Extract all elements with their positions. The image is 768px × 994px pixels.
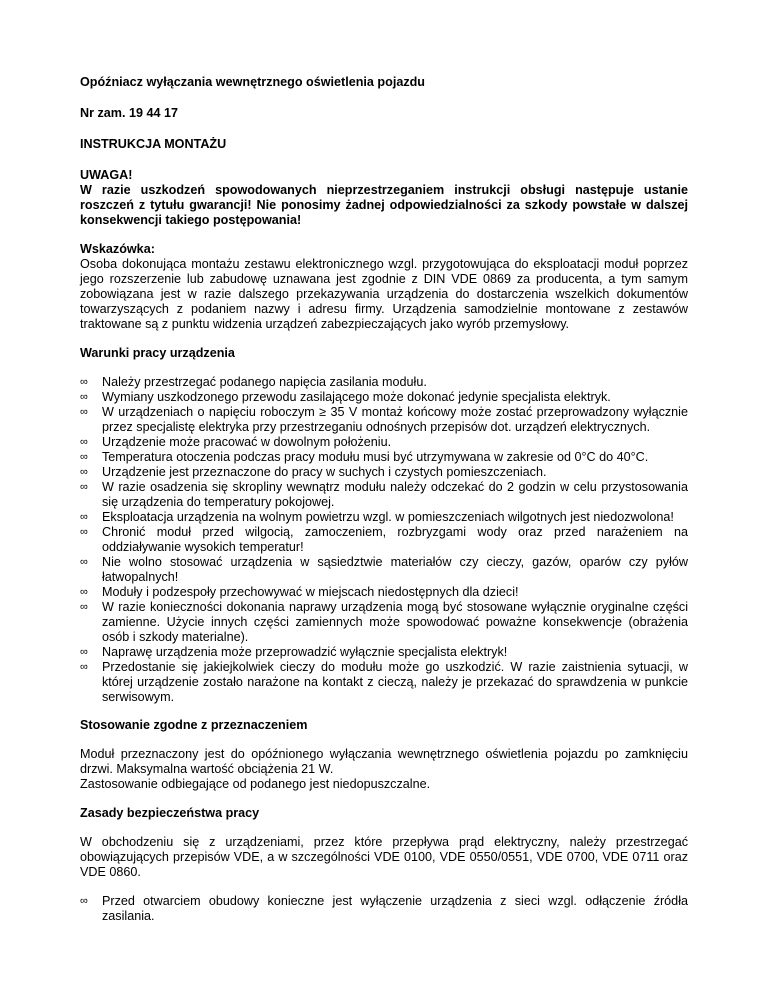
infinity-bullet-icon: ∞	[80, 556, 88, 568]
infinity-bullet-icon: ∞	[80, 646, 88, 658]
list-item	[80, 600, 688, 645]
list-item-text: Wymiany uszkodzonego przewodu zasilającego może dokonać jedynie specjalista elektryk.	[102, 390, 611, 404]
warning-heading: UWAGA!	[80, 168, 133, 182]
infinity-bullet-icon: ∞	[80, 481, 88, 493]
list-item-text: Należy przestrzegać podanego napięcia zasilania modułu.	[102, 375, 427, 389]
list-item	[80, 894, 688, 924]
list-item-text: Chronić moduł przed wilgocią, zamoczeniem, rozbryzgami wody oraz przed narażeniem na oddziaływanie wysokich temperatur!	[102, 525, 688, 554]
list-item	[80, 645, 688, 660]
list-item	[80, 450, 688, 465]
infinity-bullet-icon: ∞	[80, 436, 88, 448]
intended-use-heading: Stosowanie zgodne z przeznaczeniem	[80, 718, 308, 732]
list-item-text: Eksploatacja urządzenia na wolnym powietrzu wzgl. w pomieszczeniach wilgotnych jest niedozwolona!	[102, 510, 674, 524]
instruction-heading: INSTRUKCJA MONTAŻU	[80, 137, 227, 151]
list-item-text: Urządzenie może pracować w dowolnym położeniu.	[102, 435, 392, 449]
list-item	[80, 465, 688, 480]
list-item	[80, 480, 688, 510]
document-title: Opóźniacz wyłączania wewnętrznego oświetlenia pojazdu	[80, 75, 425, 89]
list-item	[80, 525, 688, 555]
list-item	[80, 510, 688, 525]
infinity-bullet-icon: ∞	[80, 466, 88, 478]
order-number: Nr zam. 19 44 17	[80, 106, 179, 120]
list-item	[80, 660, 688, 705]
list-item	[80, 435, 688, 450]
list-item	[80, 585, 688, 600]
list-item	[80, 405, 688, 435]
infinity-bullet-icon: ∞	[80, 451, 88, 463]
list-item-text: Przedostanie się jakiejkolwiek cieczy do modułu może go uszkodzić. W razie zaistnienia sytuacji, w której urządzenie zostało narażone na kontakt z cieczą, należy je przekazać do sprawdzenia w punkcie serwisowym.	[102, 660, 688, 704]
infinity-bullet-icon: ∞	[80, 511, 88, 523]
infinity-bullet-icon: ∞	[80, 586, 88, 598]
list-item-text: Naprawę urządzenia może przeprowadzić wyłącznie specjalista elektryk!	[102, 645, 508, 659]
hint-section	[80, 242, 688, 332]
safety-text: W obchodzeniu się z urządzeniami, przez które przepływa prąd elektryczny, należy przestrzegać obowiązujących przepisów VDE, a w szczególności VDE 0100, VDE 0550/0551, VDE 0700, VDE 0711 oraz VDE 0860.	[80, 835, 688, 879]
warning-text: W razie uszkodzeń spowodowanych nieprzestrzeganiem instrukcji obsługi następuje ustanie roszczeń z tytułu gwarancji! Nie ponosimy żadnej odpowiedzialności za szkody powstałe w dalszej konsekwencji takiego postępowania!	[80, 183, 688, 227]
intended-use-text: Moduł przeznaczony jest do opóźnionego wyłączania wewnętrznego oświetlenia pojazdu po zamknięciu drzwi. Maksymalna wartość obciążenia 21 W.	[80, 747, 688, 776]
hint-heading: Wskazówka:	[80, 242, 155, 256]
safety-list	[80, 894, 688, 924]
list-item-text: W urządzeniach o napięciu roboczym ≥ 35 V montaż końcowy może zostać przeprowadzony wyłącznie przez specjalistę elektryka przy przestrzeganiu odnośnych przepisów dot. urządzeń elektrycznych.	[102, 405, 688, 434]
hint-text: Osoba dokonująca montażu zestawu elektronicznego wzgl. przygotowująca do eksploatacji moduł poprzez jego rozszerzenie lub zabudowę uznawana jest zgodnie z DIN VDE 0869 za producenta, a tym samym zobowiązana jest w razie dalszego przekazywania urządzenia do dostarczenia wszelkich dokumentów towarzyszących z podaniem nazwy i adresu firmy. Urządzenia samodzielnie montowane z zestawów traktowane są z punktu widzenia urządzeń zabezpieczających jako wyrób przemysłowy.	[80, 257, 688, 331]
list-item	[80, 555, 688, 585]
list-item-text: Przed otwarciem obudowy konieczne jest wyłączenie urządzenia z sieci wzgl. odłączenie źródła zasilania.	[102, 894, 688, 923]
list-item-text: W razie konieczności dokonania naprawy urządzenia mogą być stosowane wyłącznie oryginalne części zamienne. Użycie innych części zamiennych może spowodować poważne konsekwencje (obrażenia osób i szkody materialne).	[102, 600, 688, 644]
list-item	[80, 390, 688, 405]
list-item-text: Temperatura otoczenia podczas pracy modułu musi być utrzymywana w zakresie od 0°C do 40°C.	[102, 450, 649, 464]
operating-conditions-list	[80, 375, 688, 705]
infinity-bullet-icon: ∞	[80, 526, 88, 538]
list-item-text: Urządzenie jest przeznaczone do pracy w suchych i czystych pomieszczeniach.	[102, 465, 547, 479]
infinity-bullet-icon: ∞	[80, 391, 88, 403]
intended-use-section	[80, 747, 688, 792]
list-item-text: W razie osadzenia się skropliny wewnątrz modułu należy odczekać do 2 godzin w celu przystosowania się urządzenia do temperatury pokojowej.	[102, 480, 688, 509]
warning-section	[80, 168, 688, 228]
list-item-text: Moduły i podzespoły przechowywać w miejscach niedostępnych dla dzieci!	[102, 585, 519, 599]
infinity-bullet-icon: ∞	[80, 376, 88, 388]
safety-heading: Zasady bezpieczeństwa pracy	[80, 806, 260, 820]
infinity-bullet-icon: ∞	[80, 601, 88, 613]
list-item-text: Nie wolno stosować urządzenia w sąsiedztwie materiałów czy cieczy, gazów, oparów czy pyłów łatwopalnych!	[102, 555, 688, 584]
operating-conditions-heading: Warunki pracy urządzenia	[80, 346, 235, 360]
document-page	[80, 75, 688, 937]
infinity-bullet-icon: ∞	[80, 661, 88, 673]
list-item	[80, 375, 688, 390]
intended-use-restriction: Zastosowanie odbiegające od podanego jest niedopuszczalne.	[80, 777, 431, 791]
infinity-bullet-icon: ∞	[80, 406, 88, 418]
infinity-bullet-icon: ∞	[80, 895, 88, 907]
